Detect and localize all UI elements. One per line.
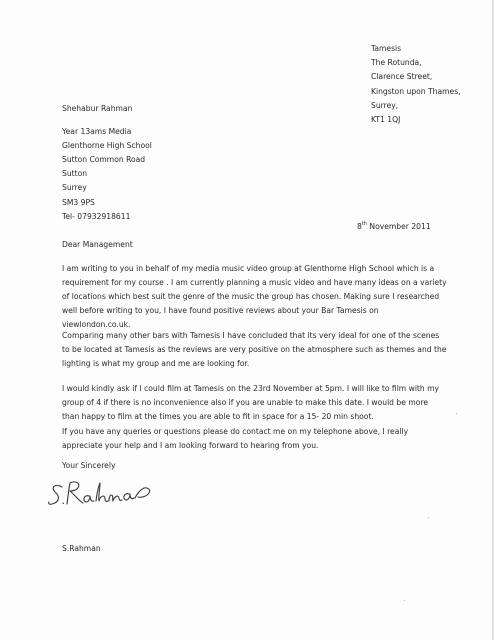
recipient-address-line: KT1 1QJ [371, 114, 401, 124]
date-day: 8 [357, 222, 362, 231]
paragraph-line: lighting is what my group and me are looking for. [62, 359, 250, 369]
sender-telephone: Tel- 07932918611 [62, 211, 131, 221]
paragraph-line: I would kindly ask if I could film at Tamesis on the 23rd November at 5pm. I will like to film with my [62, 384, 440, 393]
sender-address-line: Year 13ams Media [62, 127, 132, 137]
scan-speck [404, 600, 405, 601]
sender-block [62, 105, 152, 227]
paragraph-line: Comparing many other bars with Tamesis I have concluded that its very ideal for one of the scenes [62, 331, 440, 340]
body-paragraph [62, 428, 442, 456]
paragraph-line: viewlondon.co.uk. [62, 320, 131, 330]
body-paragraph [62, 264, 447, 335]
body-paragraph [62, 385, 442, 427]
paragraph-line: of locations which best suit the genre of the music the group has chosen. Making sure I researched [62, 292, 440, 302]
paragraph-line: appreciate your help and I am looking forward to hearing from you. [62, 441, 319, 451]
paragraph-line: If you have any queries or questions please do contact me on my telephone above, I really [62, 427, 409, 436]
recipient-address-line: Kingston upon Thames, [371, 86, 461, 96]
paragraph-line: I am writing to you in behalf of my media music video group at Glenthorne High School which is a [62, 264, 435, 273]
paragraph-line: to be located at Tamesis as the reviews are very positive on the atmosphere such as themes and the [62, 345, 447, 355]
recipient-address [371, 45, 461, 130]
scan-speck [428, 517, 429, 518]
date-rest: November 2011 [369, 222, 431, 231]
recipient-address-line: The Rotunda, [371, 58, 422, 68]
sender-address-line: Surrey [62, 183, 87, 193]
sender-name: Shehabur Rahman [62, 104, 133, 113]
closing: Your Sincerely [62, 461, 116, 470]
signed-name: S.Rahman [62, 544, 101, 553]
letter-date [357, 222, 431, 231]
sender-address-line: Sutton [62, 169, 88, 179]
recipient-address-line: Clarence Street, [371, 72, 433, 82]
sender-address-line: SM3 9PS [62, 197, 95, 207]
body-paragraph [62, 331, 447, 374]
sender-address-line: Sutton Common Road [62, 155, 146, 165]
paragraph-line: well before writing to you, I have found positive reviews about your Bar Tamesis on [62, 306, 379, 316]
paragraph-line: group of 4 if there is no inconvenience also if you are unable to make this date. I would be more [62, 398, 428, 408]
recipient-address-line: Tamesis [371, 44, 402, 53]
scan-speck [456, 413, 457, 414]
recipient-address-line: Surrey, [371, 100, 399, 110]
salutation: Dear Management [62, 240, 133, 249]
sender-address-line: Glenthorne High School [62, 141, 152, 151]
paragraph-line: than happy to film at the times you are able to fit in space for a 15- 20 min shoot. [62, 412, 374, 422]
handwritten-signature [48, 474, 164, 516]
date-suffix: th [361, 221, 367, 227]
paragraph-line: requirement for my course . I am currently planning a music video and have many ideas on a variety [62, 278, 447, 288]
